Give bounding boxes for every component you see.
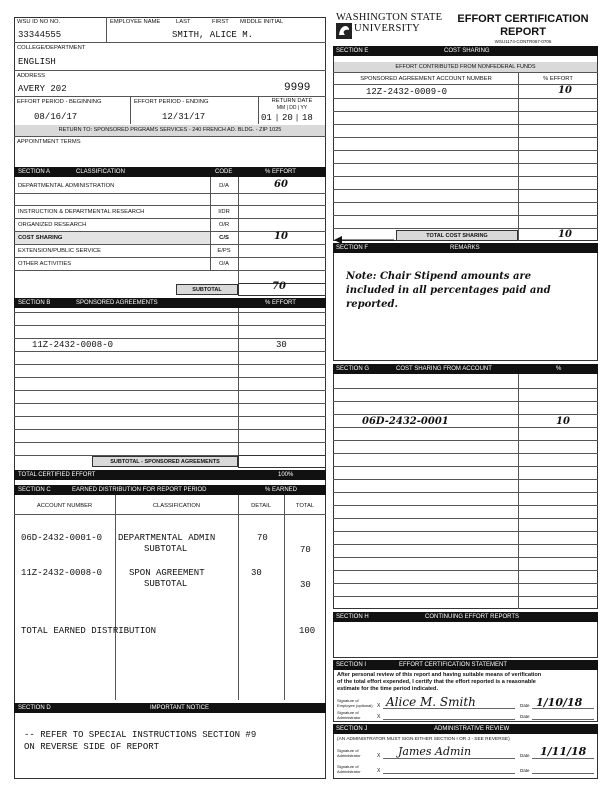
section-e-account: 12Z-2432-0009-0 xyxy=(366,87,448,97)
section-e-total-label: TOTAL COST SHARING xyxy=(396,230,518,241)
section-i-sig-admin-label: Signature of Administrator xyxy=(337,710,361,720)
section-c-col-account: ACCOUNT NUMBER xyxy=(36,503,93,509)
section-f-remark-line1: Note: Chair Stipend amounts are xyxy=(346,271,532,282)
row-organized-research-code: O/R xyxy=(218,222,230,228)
section-i-date-label: Date xyxy=(520,703,530,708)
section-i-employee-signature: Alice M. Smith xyxy=(386,695,476,709)
form-number: WSU1174-CONTR067-0706 xyxy=(494,39,552,44)
wsu-logo-line2: UNIVERSITY xyxy=(354,23,420,34)
section-d-line2: ON REVERSE SIDE OF REPORT xyxy=(24,742,160,752)
first-label: FIRST xyxy=(212,19,229,25)
section-c-r2-class: SPON AGREEMENT xyxy=(129,568,205,578)
employee-name-value: SMITH, ALICE M. xyxy=(172,30,254,40)
row-extension-label: EXTENSION/PUBLIC SERVICE xyxy=(18,248,102,254)
last-label: LAST xyxy=(176,19,191,25)
college-label: COLLEGE/DEPARTMENT xyxy=(17,45,86,51)
section-c-r2-subtotal: SUBTOTAL xyxy=(144,579,188,589)
section-a-title: CLASSIFICATION xyxy=(76,169,125,175)
section-b-effort-label: % EFFORT xyxy=(265,300,296,306)
section-a-subtotal-value: 70 xyxy=(272,281,286,292)
period-begin-label: EFFORT PERIOD - BEGINNING xyxy=(17,99,102,105)
section-h-label: SECTION H xyxy=(336,614,369,620)
row-dept-admin-code: D/A xyxy=(219,183,229,189)
section-e-total: 10 xyxy=(558,229,572,240)
section-c-r1-total: 70 xyxy=(300,545,311,555)
section-i-title: EFFORT CERTIFICATION STATEMENT xyxy=(399,662,508,668)
section-a-code-label: CODE xyxy=(215,169,233,175)
section-e-col-effort: % EFFORT xyxy=(543,76,573,82)
effort-certification-form: WSU ID NO NO. 33344555 EMPLOYEE NAME LAST FIRST MIDDLE INITIAL SMITH, ALICE M. COLLEGE/DEPARTMENT ENGLISH ADDRESS AVERY 202 9999 EFFORT PERIOD - BEGINNING 08/16/17 EFFORT PERIOD - ENDING 12/31/17 RETURN DATE MM | DD | YY 01 | 20 | 18 RETURN TO: SPONSORED PRGRAMS SERVICES - 240 FRENCH AD. BLDG. - ZIP 1025 APPOINTMENT TERMS SECTION A CLASSIFICATION CODE % EFFORT DEPARTMENTAL ADMINISTRATION D/A 60 INSTRUCTION & DEPARTMENTAL RESEARCH I/DR ORGANIZED RESEARCH O/R COST SHARING C/S 10 EXTENSION/PUBLIC SERVICE E/PS OTHER ACTIVITIES O/A SUBTOTAL 70 SECTION B SPONSORED AGREEMENTS % EFFORT 11Z-2432-0008-0 30 SUBTOTAL - SPONSORED AGREEMENTS TOTAL CERTIFIED EFFORT 100% SECTION C EARNED DISTRIBUTION FOR REPORT PERIOD % EARNED ACCOUNT NUMBER CLASSIFICATION DETAIL TOTAL 06D-2432-0001-0 DEPARTMENTAL ADMIN 70 SUBTOTAL 70 11Z-2432-0008-0 SPON AGREEMENT 30 SUBTOTAL 30 TOTAL EARNED DISTRIBUTION 100 SECTION D IMPORTANT NOTICE -- REFER TO SPECIAL INSTRUCTIONS SECTION #9 ON REVERSE SIDE OF REPORT WASHINGTON STATE UNIVERSITY EFFORT CERTIFICATION REPORT WSU1174-CONTR067-0706 SECTION E COST SHARING EFFORT CONTRIBUTED FROM NONFEDERAL FUNDS SPONSORED AGREEMENT ACCOUNT NUMBER % EFFORT 12Z-2432-0009-0 10 TOTAL COST SHARING 10 SECTION F REMARKS Note: Chair Stipend amounts are included in all percentages paid and reported. SECTION G COST SHARING FROM ACCOUNT % 06D-2432-0001 10 SECTION H CONTINUING EFFORT REPORTS SECTION I EFFORT CERTIFICATION STATEMENT After personal review of this report and having suitable means of verification of the total effort expended, I certify that the effort reported is a reasonable estimate for the time period indicated. Signature of Employee (optional) X Alice M. Smith Date 1/10/18 Signature of Administrator X Date SECTION J ADMINISTRATIVE REVIEW (AN ADMINISTRATOR MUST SIGN EITHER SECTION I OR J - SEE REVERSE) Signature of Administrator X James Admin Date 1/11/18 Signature of Administrator X Date xyxy=(0,0,612,792)
section-a-header xyxy=(14,167,326,177)
section-b-subtotal-label: SUBTOTAL - SPONSORED AGREEMENTS xyxy=(92,456,238,467)
section-i-header xyxy=(333,660,598,670)
section-a-subtotal-label: SUBTOTAL xyxy=(176,284,238,295)
row-cost-sharing-value: 10 xyxy=(274,231,288,242)
appointment-terms-label: APPOINTMENT TERMS xyxy=(17,139,81,145)
cougar-head-icon xyxy=(336,23,352,39)
section-i-statement-3: estimate for the time period indicated. xyxy=(337,686,439,692)
section-b-subtotal-box xyxy=(238,455,326,468)
section-b-header xyxy=(14,298,326,308)
section-a-label: SECTION A xyxy=(18,169,51,175)
section-j-date-label-2: Date xyxy=(520,768,530,773)
section-g-account: 06D-2432-0001 xyxy=(362,416,449,427)
section-c-col-detail: DETAIL xyxy=(251,503,271,509)
section-e-subtitle: EFFORT CONTRIBUTED FROM NONFEDERAL FUNDS xyxy=(334,62,597,72)
section-i-admin-date-label: Date xyxy=(520,714,530,719)
period-end-value: 12/31/17 xyxy=(162,112,206,122)
total-certified-bar xyxy=(14,470,326,480)
section-c-r1-account: 06D-2432-0001-0 xyxy=(21,533,103,543)
section-c-grand-total: 100 xyxy=(299,626,316,636)
section-c-r2-detail: 30 xyxy=(251,568,262,578)
total-certified-label: TOTAL CERTIFIED EFFORT xyxy=(18,472,96,478)
return-date-label: RETURN DATE xyxy=(271,98,313,104)
section-e-label: SECTION E xyxy=(336,48,369,54)
section-e-effort: 10 xyxy=(558,85,572,96)
section-c-title: EARNED DISTRIBUTION FOR REPORT PERIOD xyxy=(72,487,207,493)
section-f-title: REMARKS xyxy=(450,245,480,251)
section-c-r1-detail: 70 xyxy=(257,533,268,543)
report-title-line2: REPORT xyxy=(500,26,546,38)
report-title-line1: EFFORT CERTIFICATION xyxy=(457,13,589,25)
row-instruction-code: I/DR xyxy=(218,209,230,215)
return-mm: 01 xyxy=(261,113,272,123)
section-b-effort: 30 xyxy=(276,340,287,350)
section-a-effort-label: % EFFORT xyxy=(265,169,296,175)
address-code: 9999 xyxy=(284,82,311,94)
wsu-id-label: WSU ID NO NO. xyxy=(17,19,61,25)
section-g-value: 10 xyxy=(556,416,570,427)
period-begin-value: 08/16/17 xyxy=(34,112,78,122)
section-j-admin-signature: James Admin xyxy=(398,745,472,758)
row-other-label: OTHER ACTIVITIES xyxy=(18,261,72,267)
return-to-banner: RETURN TO: SPONSORED PRGRAMS SERVICES - 240 FRENCH AD. BLDG. - ZIP 1025 xyxy=(15,125,325,136)
section-g-title: COST SHARING FROM ACCOUNT xyxy=(396,366,492,372)
return-dd: 20 xyxy=(282,113,293,123)
row-cost-sharing-code: C/S xyxy=(219,235,229,241)
section-i-statement-2: of the total effort expended, I certify that the effort reported is a reasonable xyxy=(337,679,536,685)
section-h-header xyxy=(333,612,598,622)
wsu-id-value: 33344555 xyxy=(18,30,62,40)
address-label: ADDRESS xyxy=(17,73,46,79)
section-c-header xyxy=(14,485,326,495)
section-e-col-account: SPONSORED AGREEMENT ACCOUNT NUMBER xyxy=(360,76,492,82)
section-i-label: SECTION I xyxy=(336,662,367,668)
section-c-earned-label: % EARNED xyxy=(265,487,298,493)
section-j-header xyxy=(333,724,598,734)
arrow-left-icon xyxy=(334,231,394,239)
row-dept-admin-value: 60 xyxy=(274,179,288,190)
middle-initial-label: MIDDLE INITIAL xyxy=(240,19,284,25)
section-j-label: SECTION J xyxy=(336,726,368,732)
section-j-sig-admin-label-2: Signature of Administrator xyxy=(337,764,361,774)
section-d-title: IMPORTANT NOTICE xyxy=(150,705,210,711)
section-f-label: SECTION F xyxy=(336,245,369,251)
total-certified-value: 100% xyxy=(278,472,294,478)
section-j-sig-admin-label: Signature of Administrator xyxy=(337,748,361,758)
section-g-label: SECTION G xyxy=(336,366,370,372)
section-c-r2-account: 11Z-2432-0008-0 xyxy=(21,568,103,578)
address-value: AVERY 202 xyxy=(18,84,67,94)
employee-name-label: EMPLOYEE NAME xyxy=(110,19,161,25)
wsu-logo xyxy=(334,12,464,42)
section-f-remark-line2: included in all percentages paid and xyxy=(346,285,551,296)
section-b-label: SECTION B xyxy=(18,300,51,306)
section-i-statement-1: After personal review of this report and having suitable means of verification xyxy=(337,672,542,678)
college-value: ENGLISH xyxy=(18,57,56,67)
section-f-remark-line3: reported. xyxy=(346,299,399,310)
return-date-sub: MM | DD | YY xyxy=(276,105,308,111)
section-j-note: (AN ADMINISTRATOR MUST SIGN EITHER SECTION I OR J - SEE REVERSE) xyxy=(337,737,510,742)
row-dept-admin-label: DEPARTMENTAL ADMINISTRATION xyxy=(18,183,115,189)
section-c-grand-label: TOTAL EARNED DISTRIBUTION xyxy=(21,626,157,636)
section-i-employee-date: 1/10/18 xyxy=(536,696,583,709)
section-b-title: SPONSORED AGREEMENTS xyxy=(76,300,158,306)
section-c-col-class: CLASSIFICATION xyxy=(152,503,201,509)
section-c-r2-total: 30 xyxy=(300,580,311,590)
row-organized-research-label: ORGANIZED RESEARCH xyxy=(18,222,87,228)
return-yy: 18 xyxy=(302,113,313,123)
section-e-header xyxy=(333,46,598,56)
section-c-col-total: TOTAL xyxy=(295,503,315,509)
section-c-r1-class: DEPARTMENTAL ADMIN xyxy=(118,533,216,543)
section-b-account: 11Z-2432-0008-0 xyxy=(32,340,114,350)
section-e-title: COST SHARING xyxy=(444,48,490,54)
section-g-header xyxy=(333,364,598,374)
row-instruction-label: INSTRUCTION & DEPARTMENTAL RESEARCH xyxy=(18,209,145,215)
section-c-label: SECTION C xyxy=(18,487,51,493)
section-g-col-pct: % xyxy=(556,366,562,372)
section-c-r1-subtotal: SUBTOTAL xyxy=(144,544,188,554)
section-j-date-label: Date xyxy=(520,753,530,758)
row-cost-sharing-label: COST SHARING xyxy=(18,235,63,241)
section-h-title: CONTINUING EFFORT REPORTS xyxy=(425,614,520,620)
row-extension-code: E/PS xyxy=(217,248,231,254)
section-f-header xyxy=(333,243,598,253)
section-d-label: SECTION D xyxy=(18,705,51,711)
section-i-sig-emp-label: Signature of Employee (optional) xyxy=(337,698,373,708)
section-d-header xyxy=(14,703,326,713)
row-other-code: O/A xyxy=(219,261,229,267)
wsu-logo-line1: WASHINGTON STATE xyxy=(336,12,443,23)
period-end-label: EFFORT PERIOD - ENDING xyxy=(134,99,209,105)
section-j-admin-date: 1/11/18 xyxy=(540,745,587,758)
section-j-title: ADMINISTRATIVE REVIEW xyxy=(434,726,510,732)
section-d-line1: -- REFER TO SPECIAL INSTRUCTIONS SECTION #9 xyxy=(24,730,257,740)
